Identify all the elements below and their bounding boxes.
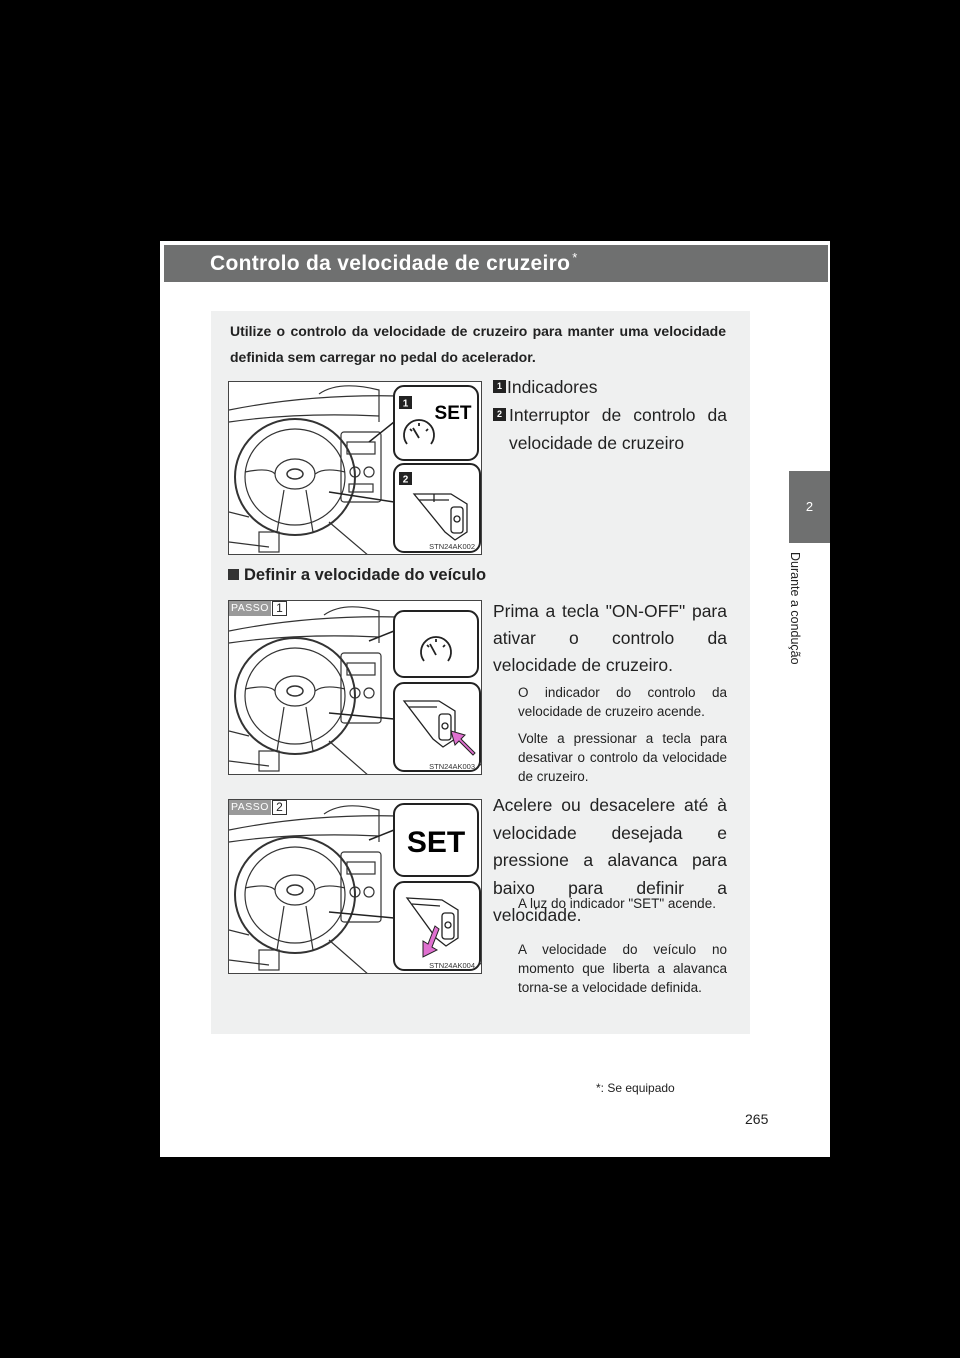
badge-2: 2 — [402, 474, 409, 486]
set-indicator-text: SET — [434, 403, 472, 424]
figure-code: STN24AK004 — [429, 961, 475, 970]
badge-1: 1 — [402, 398, 409, 410]
step1-label: PASSO — [231, 602, 269, 614]
equipped-mark: * — [572, 250, 578, 265]
step1-note-1: O indicador do controlo da velocidade de cruzeiro acende. — [518, 685, 727, 719]
chapter-title-text: Durante a condução — [788, 552, 802, 665]
intro-text: Utilize o controlo da velocidade de cruzeiro para manter uma velocidade definida sem carregar no pedal do acelerador. — [230, 323, 726, 365]
legend-item-2 — [493, 401, 727, 457]
figure-step2 — [228, 799, 482, 974]
step2-number: 2 — [272, 800, 287, 815]
figure-code: STN24AK002 — [429, 542, 475, 551]
page-title-text: Controlo da velocidade de cruzeiro — [210, 252, 571, 275]
legend-badge-2: 2 — [493, 408, 506, 421]
section-heading — [228, 566, 486, 585]
step2-instruction: Acelere ou desacelere até à velocidade desejada e pressione a alavanca para baixo para definir a velocidade. — [493, 795, 727, 925]
dashboard-illustration-step2 — [229, 800, 482, 974]
page-title — [210, 252, 578, 276]
legend-badge-1: 1 — [493, 380, 506, 393]
step2-note-1: A luz do indicador "SET" acende. — [518, 896, 716, 911]
legend-text-1: Indicadores — [507, 377, 598, 397]
step1-marker — [229, 601, 287, 616]
set-indicator-text: SET — [406, 826, 466, 859]
step2-label: PASSO — [231, 801, 269, 813]
section-bullet-icon — [228, 569, 239, 580]
dashboard-illustration — [229, 382, 482, 555]
step2-marker — [229, 800, 287, 815]
footnote-mark: * — [596, 1081, 601, 1095]
footnote — [596, 1081, 675, 1095]
figure-code: STN24AK003 — [429, 762, 475, 771]
footnote-text: : Se equipado — [600, 1081, 675, 1095]
step1-note-2: Volte a pressionar a tecla para desativar o controlo da velocidade de cruzeiro. — [518, 731, 727, 784]
section-title: Definir a velocidade do veículo — [244, 566, 487, 584]
legend-text-2: Interruptor de controlo da velocidade de cruzeiro — [509, 405, 727, 453]
chapter-tab: 2 — [789, 471, 830, 543]
figure-step1 — [228, 600, 482, 775]
step1-instruction: Prima a tecla "ON-OFF" para ativar o controlo da velocidade de cruzeiro. — [493, 601, 727, 675]
figure-cruise-overview — [228, 381, 482, 555]
page-number: 265 — [745, 1111, 769, 1127]
chapter-title — [782, 552, 808, 692]
title-bar — [164, 245, 828, 282]
legend-item-1 — [493, 373, 597, 401]
step1-number: 1 — [272, 601, 287, 616]
dashboard-illustration-step1 — [229, 601, 482, 775]
step2-note-2: A velocidade do veículo no momento que liberta a alavanca torna-se a velocidade definida. — [518, 942, 727, 995]
